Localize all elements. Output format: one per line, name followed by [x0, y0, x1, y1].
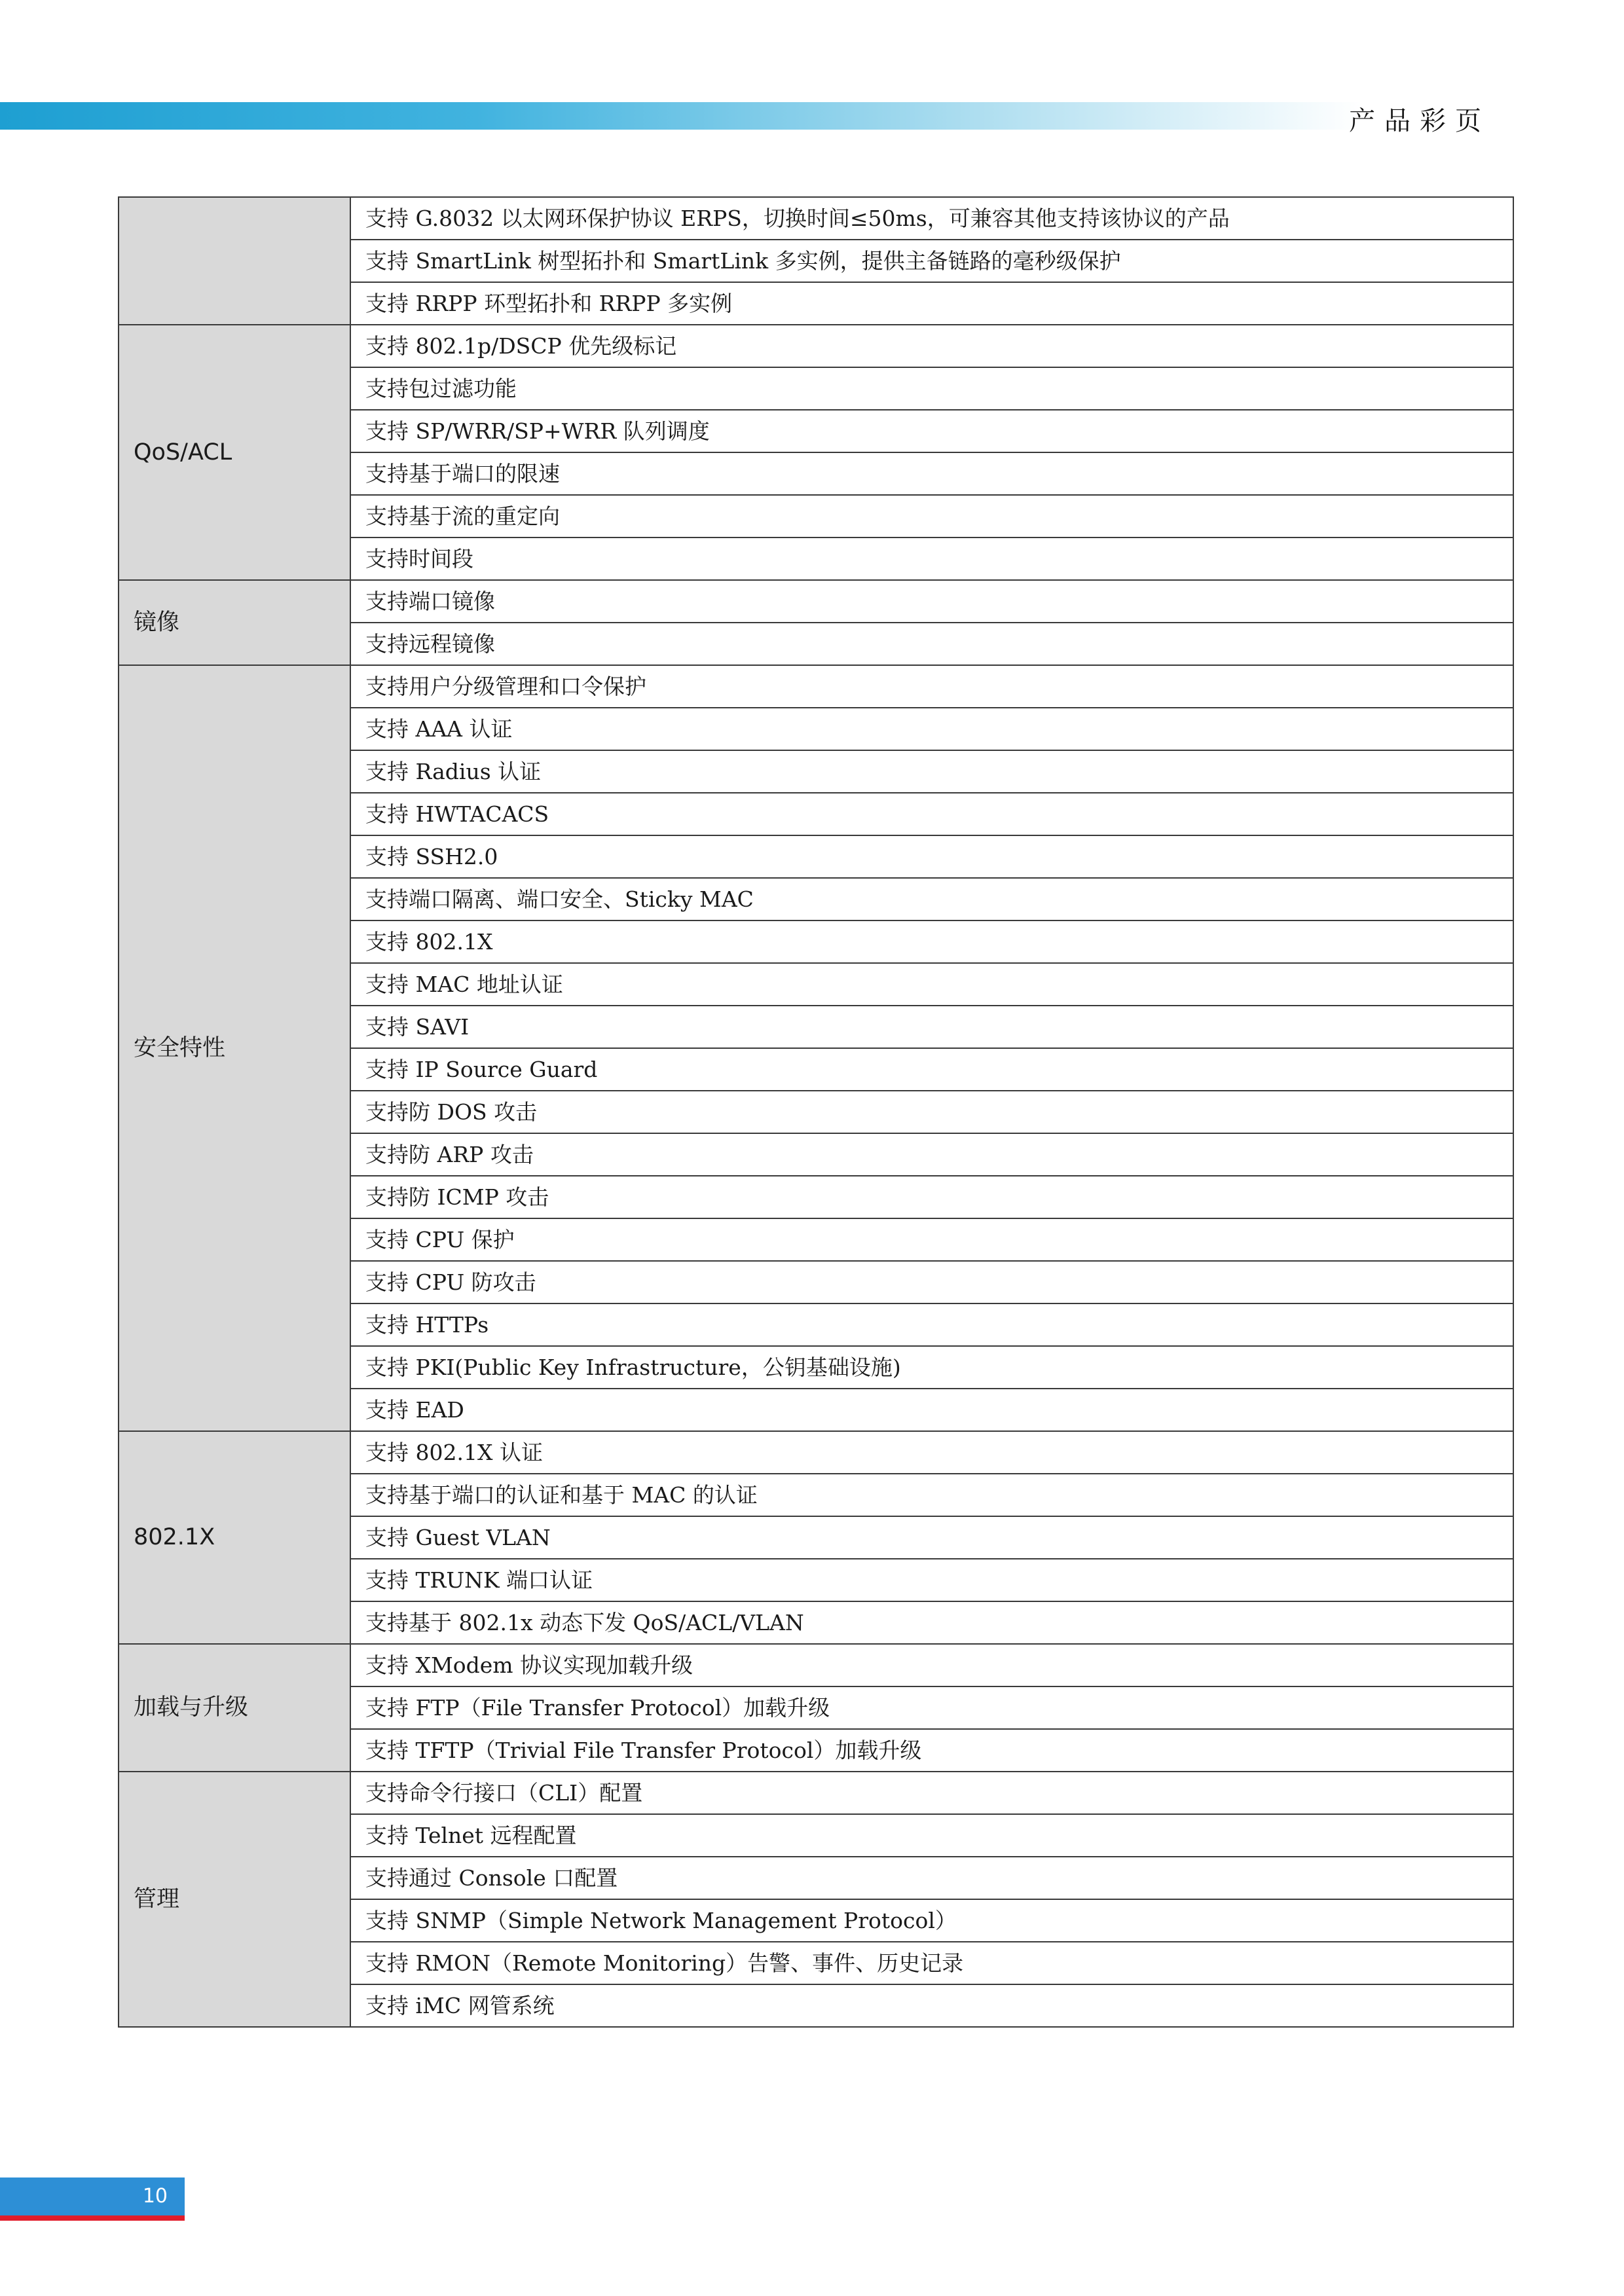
category-cell: 802.1X	[119, 1431, 350, 1644]
feature-cell: 支持防 ICMP 攻击	[350, 1176, 1513, 1218]
feature-cell: 支持 iMC 网管系统	[350, 1984, 1513, 2027]
feature-cell: 支持防 ARP 攻击	[350, 1133, 1513, 1176]
feature-cell: 支持 MAC 地址认证	[350, 963, 1513, 1006]
category-cell	[119, 197, 350, 325]
feature-cell: 支持 SNMP（Simple Network Management Protocol）	[350, 1899, 1513, 1942]
feature-cell: 支持 Guest VLAN	[350, 1516, 1513, 1559]
feature-cell: 支持基于端口的认证和基于 MAC 的认证	[350, 1474, 1513, 1516]
feature-cell: 支持 XModem 协议实现加载升级	[350, 1644, 1513, 1686]
feature-cell: 支持 CPU 保护	[350, 1218, 1513, 1261]
category-cell: 管理	[119, 1772, 350, 2027]
feature-cell: 支持基于 802.1x 动态下发 QoS/ACL/VLAN	[350, 1601, 1513, 1644]
spec-table-body	[119, 197, 1513, 2027]
feature-cell: 支持 RMON（Remote Monitoring）告警、事件、历史记录	[350, 1942, 1513, 1984]
feature-cell: 支持 FTP（File Transfer Protocol）加载升级	[350, 1686, 1513, 1729]
feature-cell: 支持 802.1p/DSCP 优先级标记	[350, 325, 1513, 367]
feature-cell: 支持端口镜像	[350, 580, 1513, 623]
feature-cell: 支持 802.1X 认证	[350, 1431, 1513, 1474]
table-row	[119, 325, 1513, 367]
table-row	[119, 580, 1513, 623]
feature-cell: 支持用户分级管理和口令保护	[350, 665, 1513, 708]
feature-cell: 支持 G.8032 以太网环保护协议 ERPS，切换时间≤50ms，可兼容其他支持该协议的产品	[350, 197, 1513, 240]
page-number: 10	[0, 2178, 185, 2215]
page-header-title: 产品彩页	[1349, 106, 1490, 136]
feature-cell: 支持 HWTACACS	[350, 793, 1513, 835]
category-cell: 镜像	[119, 580, 350, 665]
feature-cell: 支持基于流的重定向	[350, 495, 1513, 538]
feature-cell: 支持远程镜像	[350, 623, 1513, 665]
table-row	[119, 1772, 1513, 1814]
feature-cell: 支持防 DOS 攻击	[350, 1091, 1513, 1133]
feature-cell: 支持时间段	[350, 538, 1513, 580]
feature-cell: 支持包过滤功能	[350, 367, 1513, 410]
feature-cell: 支持 TRUNK 端口认证	[350, 1559, 1513, 1601]
table-row	[119, 197, 1513, 240]
feature-cell: 支持 PKI(Public Key Infrastructure，公钥基础设施)	[350, 1346, 1513, 1389]
footer-accent-bar	[0, 2215, 185, 2221]
feature-cell: 支持 Radius 认证	[350, 750, 1513, 793]
feature-cell: 支持命令行接口（CLI）配置	[350, 1772, 1513, 1814]
header-gradient-bar	[0, 102, 1362, 130]
feature-cell: 支持 HTTPs	[350, 1303, 1513, 1346]
feature-cell: 支持 SP/WRR/SP+WRR 队列调度	[350, 410, 1513, 452]
spec-table	[118, 196, 1514, 2028]
category-cell: 加载与升级	[119, 1644, 350, 1772]
feature-cell: 支持端口隔离、端口安全、Sticky MAC	[350, 878, 1513, 920]
table-row	[119, 1644, 1513, 1686]
feature-cell: 支持基于端口的限速	[350, 452, 1513, 495]
feature-cell: 支持 SSH2.0	[350, 835, 1513, 878]
feature-cell: 支持通过 Console 口配置	[350, 1857, 1513, 1899]
feature-cell: 支持 EAD	[350, 1389, 1513, 1431]
feature-cell: 支持 CPU 防攻击	[350, 1261, 1513, 1303]
feature-cell: 支持 IP Source Guard	[350, 1048, 1513, 1091]
feature-cell: 支持 SAVI	[350, 1006, 1513, 1048]
feature-cell: 支持 RRPP 环型拓扑和 RRPP 多实例	[350, 282, 1513, 325]
feature-cell: 支持 AAA 认证	[350, 708, 1513, 750]
feature-cell: 支持 802.1X	[350, 920, 1513, 963]
table-row	[119, 1431, 1513, 1474]
feature-cell: 支持 SmartLink 树型拓扑和 SmartLink 多实例，提供主备链路的毫秒级保护	[350, 240, 1513, 282]
table-row	[119, 665, 1513, 708]
feature-cell: 支持 Telnet 远程配置	[350, 1814, 1513, 1857]
category-cell: 安全特性	[119, 665, 350, 1431]
category-cell: QoS/ACL	[119, 325, 350, 580]
feature-cell: 支持 TFTP（Trivial File Transfer Protocol）加载升级	[350, 1729, 1513, 1772]
